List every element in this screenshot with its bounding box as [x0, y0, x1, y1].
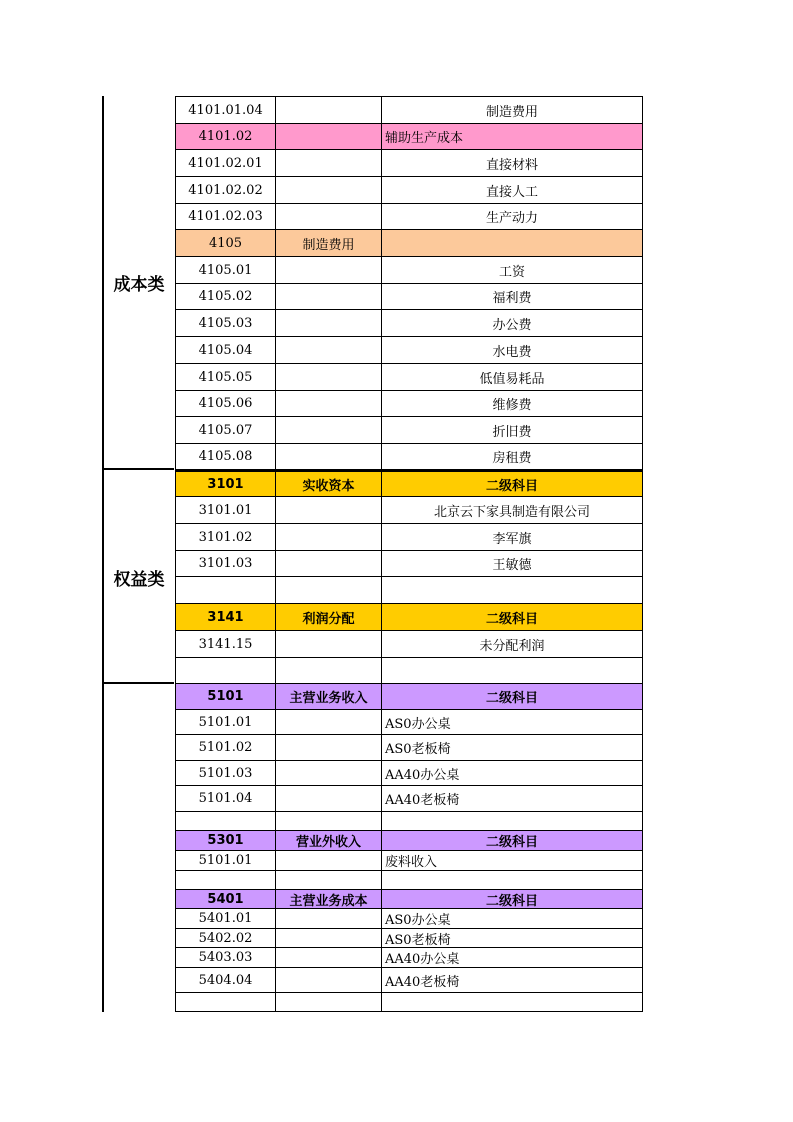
sub-cell: 二级科目 — [382, 684, 643, 709]
category-equity — [104, 468, 174, 684]
code-cell: 5101 — [175, 684, 276, 709]
sub-cell — [382, 230, 643, 256]
table-row — [175, 257, 643, 284]
table-row — [175, 890, 643, 909]
sub-cell: 二级科目 — [382, 831, 643, 850]
name-cell — [276, 658, 382, 683]
table-row — [175, 497, 643, 524]
code-cell: 3101 — [175, 472, 276, 496]
table-row — [175, 871, 643, 890]
table-row — [175, 684, 643, 710]
table-row — [175, 391, 643, 417]
category-equity-label: 权益类 — [113, 569, 165, 590]
name-cell — [276, 284, 382, 309]
sub-cell: AA40老板椅 — [382, 968, 643, 992]
name-cell: 营业外收入 — [276, 831, 382, 850]
sub-cell: 王敏德 — [382, 551, 643, 576]
table-row — [175, 150, 643, 177]
table-row — [175, 310, 643, 337]
code-cell: 3101.03 — [175, 551, 276, 576]
code-cell: 4105.03 — [175, 310, 276, 336]
code-cell: 5403.03 — [175, 948, 276, 967]
table-row — [175, 177, 643, 204]
name-cell — [276, 310, 382, 336]
sub-cell: 维修费 — [382, 391, 643, 416]
code-cell: 5101.01 — [175, 851, 276, 870]
sub-cell — [382, 993, 643, 1011]
category-cost — [104, 96, 174, 468]
sub-cell: AA40办公桌 — [382, 948, 643, 967]
code-cell — [175, 577, 276, 603]
name-cell — [276, 177, 382, 203]
code-cell — [175, 993, 276, 1011]
code-cell: 5101.03 — [175, 761, 276, 785]
code-cell: 4105.06 — [175, 391, 276, 416]
code-cell: 5101.04 — [175, 786, 276, 811]
table-row — [175, 577, 643, 604]
name-cell — [276, 204, 382, 229]
table-row — [175, 97, 643, 124]
sub-cell: 废料收入 — [382, 851, 643, 870]
name-cell: 制造费用 — [276, 230, 382, 256]
table-row — [175, 735, 643, 761]
sub-cell: 北京云下家具制造有限公司 — [382, 497, 643, 523]
table-row — [175, 710, 643, 735]
table-row — [175, 604, 643, 631]
table-row — [175, 124, 643, 150]
name-cell — [276, 812, 382, 830]
code-cell: 3101.01 — [175, 497, 276, 523]
code-cell: 4105.02 — [175, 284, 276, 309]
code-cell: 4101.02 — [175, 124, 276, 149]
category-cost-label: 成本类 — [113, 274, 165, 295]
code-cell: 5301 — [175, 831, 276, 850]
code-cell: 4101.02.03 — [175, 204, 276, 229]
code-cell: 4105.04 — [175, 337, 276, 363]
sub-cell: 福利费 — [382, 284, 643, 309]
name-cell — [276, 871, 382, 889]
name-cell — [276, 786, 382, 811]
table-row — [175, 444, 643, 470]
table-row — [175, 284, 643, 310]
name-cell — [276, 735, 382, 760]
name-cell — [276, 948, 382, 967]
code-cell: 4101.02.01 — [175, 150, 276, 176]
code-cell: 4105.07 — [175, 417, 276, 443]
code-cell: 4105.01 — [175, 257, 276, 283]
name-cell — [276, 337, 382, 363]
sub-cell: AA40办公桌 — [382, 761, 643, 785]
code-cell: 5402.02 — [175, 929, 276, 947]
table-row — [175, 909, 643, 929]
sub-cell: 李军旗 — [382, 524, 643, 550]
name-cell — [276, 444, 382, 469]
table-row — [175, 364, 643, 391]
code-cell: 5101.02 — [175, 735, 276, 760]
table-row — [175, 230, 643, 257]
sub-cell: 二级科目 — [382, 890, 643, 908]
code-cell: 4101.01.04 — [175, 97, 276, 123]
table-row — [175, 948, 643, 968]
sub-cell: 生产动力 — [382, 204, 643, 229]
name-cell — [276, 364, 382, 390]
name-cell — [276, 577, 382, 603]
name-cell — [276, 851, 382, 870]
code-cell: 4105 — [175, 230, 276, 256]
name-cell — [276, 417, 382, 443]
sub-cell: 办公费 — [382, 310, 643, 336]
table-row — [175, 786, 643, 812]
sub-cell: 低值易耗品 — [382, 364, 643, 390]
name-cell — [276, 929, 382, 947]
sub-cell: 直接材料 — [382, 150, 643, 176]
name-cell — [276, 968, 382, 992]
name-cell: 实收资本 — [276, 472, 382, 496]
table-row — [175, 761, 643, 786]
sub-cell: AS0办公桌 — [382, 710, 643, 734]
sub-cell — [382, 812, 643, 830]
sub-cell: 二级科目 — [382, 472, 643, 496]
code-cell: 5401 — [175, 890, 276, 908]
sub-cell — [382, 658, 643, 683]
table-row — [175, 993, 643, 1012]
name-cell — [276, 710, 382, 734]
code-cell: 3101.02 — [175, 524, 276, 550]
code-cell: 5404.04 — [175, 968, 276, 992]
table-row — [175, 524, 643, 551]
code-cell: 4105.08 — [175, 444, 276, 469]
table-row — [175, 204, 643, 230]
name-cell — [276, 497, 382, 523]
name-cell — [276, 909, 382, 928]
sub-cell: 制造费用 — [382, 97, 643, 123]
sub-cell: AS0办公桌 — [382, 909, 643, 928]
code-cell — [175, 812, 276, 830]
name-cell — [276, 993, 382, 1011]
name-cell — [276, 97, 382, 123]
table-row — [175, 812, 643, 831]
name-cell — [276, 391, 382, 416]
code-cell: 3141 — [175, 604, 276, 630]
sub-cell — [382, 577, 643, 603]
sub-cell: 房租费 — [382, 444, 643, 469]
table-row — [175, 631, 643, 658]
sub-cell: AS0老板椅 — [382, 735, 643, 760]
sub-cell: 未分配利润 — [382, 631, 643, 657]
code-cell — [175, 658, 276, 683]
sub-cell: 直接人工 — [382, 177, 643, 203]
table-row — [175, 470, 643, 497]
code-cell — [175, 871, 276, 889]
sub-cell — [382, 871, 643, 889]
code-cell: 4105.05 — [175, 364, 276, 390]
name-cell — [276, 524, 382, 550]
table-row — [175, 337, 643, 364]
sub-cell: 二级科目 — [382, 604, 643, 630]
name-cell — [276, 257, 382, 283]
name-cell: 利润分配 — [276, 604, 382, 630]
name-cell — [276, 124, 382, 149]
table-row — [175, 658, 643, 684]
name-cell — [276, 761, 382, 785]
code-cell: 5401.01 — [175, 909, 276, 928]
name-cell: 主营业务收入 — [276, 684, 382, 709]
table-row — [175, 831, 643, 851]
sub-cell: AA40老板椅 — [382, 786, 643, 811]
name-cell — [276, 551, 382, 576]
name-cell — [276, 631, 382, 657]
table-row — [175, 417, 643, 444]
category-profit-loss — [104, 682, 174, 1014]
name-cell — [276, 150, 382, 176]
sub-cell: 水电费 — [382, 337, 643, 363]
code-cell: 4101.02.02 — [175, 177, 276, 203]
sub-cell: 折旧费 — [382, 417, 643, 443]
table-row — [175, 851, 643, 871]
code-cell: 5101.01 — [175, 710, 276, 734]
sub-cell: 辅助生产成本 — [382, 124, 643, 149]
table-row — [175, 968, 643, 993]
sub-cell: 工资 — [382, 257, 643, 283]
name-cell: 主营业务成本 — [276, 890, 382, 908]
table-row — [175, 551, 643, 577]
table-row — [175, 929, 643, 948]
sub-cell: AS0老板椅 — [382, 929, 643, 947]
code-cell: 3141.15 — [175, 631, 276, 657]
